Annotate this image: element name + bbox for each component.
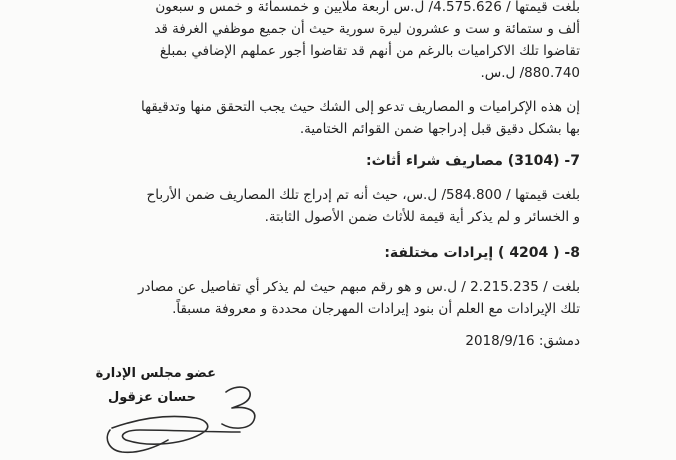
section-8-line-2: تلك الإيرادات مع العلم أن بنود إيرادات المهرجان محددة و معروفة مسبقاً. (172, 301, 580, 317)
signatory-title: عضو مجلس الإدارة (95, 366, 216, 381)
bonuses-line-1: بلغت قيمتها / 4.575.626/ ل.س اربعة ملايين و خمسمائة و خمس و سبعون (155, 0, 580, 15)
signature-loop-stroke (222, 387, 255, 428)
section-7-line-1: بلغت قيمتها / 584.800/ ل.س، حيث أنه تم إدراج تلك المصاريف ضمن الأرباح (146, 187, 580, 203)
signature-flourish-stroke (107, 430, 168, 452)
signatory-name: حسان عزقول (107, 390, 196, 405)
review-line-2: بها بشكل دقيق قبل إدراجها ضمن القوائم الختامية. (299, 121, 580, 137)
bonuses-line-2: ألف و ستمائة و ست و عشرون ليرة سورية حيث أن جميع موظفي الغرفة قد (154, 21, 580, 37)
place-date: دمشق: 2018/9/16 (465, 333, 580, 349)
section-7-heading: 7- (3104) مصاريف شراء أثاث: (366, 153, 580, 169)
section-8-line-1: بلغت / 2.215.235 / ل.س و هو رقم مبهم حيث لم يذكر أي تفاصيل عن مصادر (137, 279, 580, 295)
bonuses-line-3: تقاضوا تلك الاكراميات بالرغم من أنهم قد تقاضوا أجور عملهم الإضافي بمبلغ (159, 43, 580, 59)
signature-underline-stroke (112, 416, 240, 444)
review-line-1: إن هذه الإكراميات و المصاريف تدعو إلى الشك حيث يجب التحقق منها وتدقيقها (140, 99, 580, 115)
section-8-heading: 8- ( 4204 ) إيرادات مختلفة: (384, 245, 580, 261)
section-7-line-2: و الخسائر و لم يذكر أية قيمة للأثاث ضمن الأصول الثابتة. (264, 209, 580, 225)
bonuses-line-4: 880.740/ ل.س. (480, 65, 580, 81)
